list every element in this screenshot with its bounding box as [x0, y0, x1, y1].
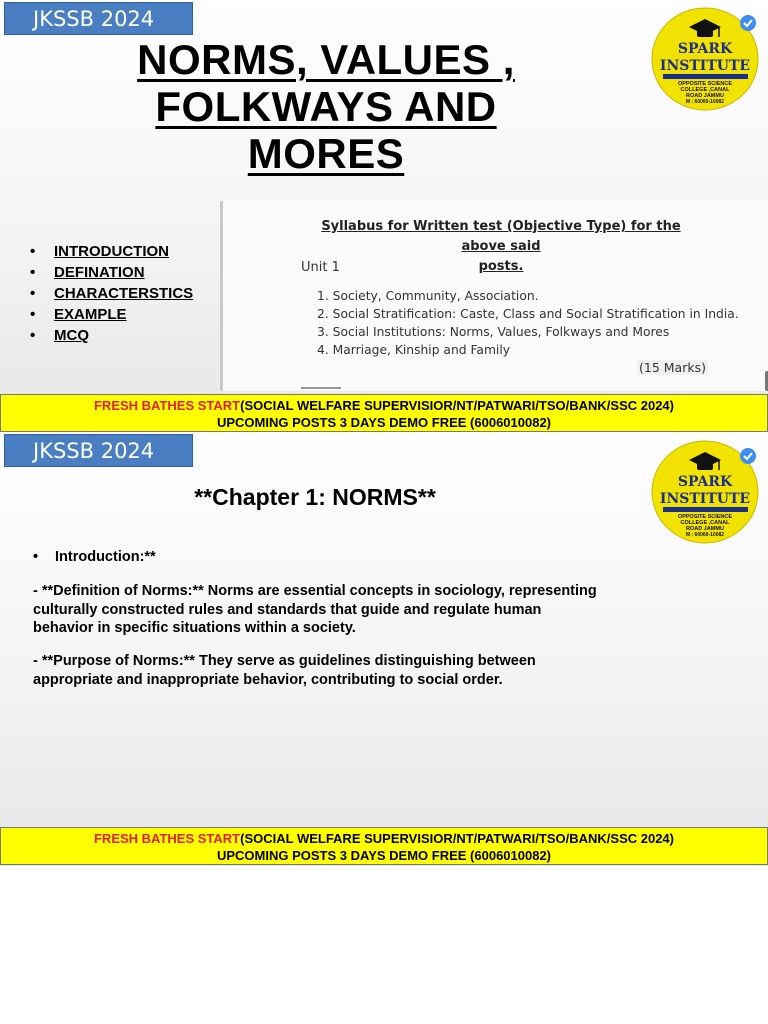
syllabus-list	[317, 287, 739, 359]
banner-line-2: UPCOMING POSTS 3 DAYS DEMO FREE (6006010082)	[216, 848, 552, 863]
logo-line-3: OPPOSITE SCIENCE	[677, 81, 733, 87]
logo-line-5: ROAD JAMMU	[686, 526, 724, 532]
logo-line-5: ROAD JAMMU	[686, 93, 724, 99]
intro-bullet: • Introduction:**	[33, 549, 156, 565]
syllabus-heading: Syllabus for Written test (Objective Type) for the above said posts.	[321, 219, 681, 274]
topic-item: • CHARACTERSTICS	[30, 283, 193, 304]
logo-line-3: OPPOSITE SCIENCE	[677, 514, 733, 520]
syllabus-item: 4. Marriage, Kinship and Family	[317, 343, 511, 357]
syllabus-marks: (15 Marks)	[639, 360, 706, 375]
chapter-title: **Chapter 1: NORMS**	[194, 484, 436, 510]
exam-tag: JKSSB 2024	[4, 434, 193, 467]
logo-line-1: SPARK	[677, 474, 733, 490]
title-line-2: FOLKWAYS AND	[155, 83, 497, 130]
logo-line-6: M : 60060-10082	[685, 532, 725, 538]
syllabus-screenshot	[220, 201, 768, 391]
logo-line-2: INSTITUTE	[659, 491, 751, 507]
banner-highlight: FRESH BATHES START	[93, 831, 241, 846]
spark-institute-logo	[651, 7, 760, 111]
slide-2	[0, 432, 768, 866]
topic-item: • EXAMPLE	[30, 304, 193, 325]
verified-check-icon	[740, 15, 756, 31]
slide-title	[108, 36, 544, 177]
syllabus-unit: Unit 1	[301, 260, 340, 275]
banner-posts: (SOCIAL WELFARE SUPERVISIOR/NT/PATWARI/TSO/BANK/SSC 2024)	[240, 398, 674, 413]
topic-item: • MCQ	[30, 325, 193, 346]
paragraph-definition: - **Definition of Norms:** Norms are essential concepts in sociology, representing culturally constructed rules and standards that guide and regulate human behavior in specific situations within a society.	[33, 583, 597, 636]
title-line-3: MORES	[247, 130, 405, 177]
title-line-1: NORMS, VALUES ,	[137, 36, 515, 83]
logo-line-4: COLLEGE ,CANAL	[680, 520, 730, 526]
logo-line-6: M : 60060-10082	[685, 99, 725, 105]
promo-banner	[0, 827, 768, 865]
spark-institute-logo	[651, 440, 760, 544]
cropped-text-edge	[301, 387, 341, 391]
promo-banner	[0, 394, 768, 432]
paragraph-purpose: - **Purpose of Norms:** They serve as guidelines distinguishing between appropriate and inappropriate behavior, contributing to social order.	[33, 653, 536, 688]
exam-tag: JKSSB 2024	[4, 2, 193, 35]
topic-item: • DEFINATION	[30, 262, 193, 283]
banner-highlight: FRESH BATHES START	[93, 398, 241, 413]
logo-line-4: COLLEGE ,CANAL	[680, 87, 730, 93]
syllabus-item: 1. Society, Community, Association.	[317, 289, 539, 303]
logo-line-2: INSTITUTE	[659, 58, 751, 74]
syllabus-item: 2. Social Stratification: Caste, Class and Social Stratification in India.	[317, 307, 739, 321]
verified-check-icon	[740, 448, 756, 464]
topic-list	[30, 241, 193, 346]
banner-line-2: UPCOMING POSTS 3 DAYS DEMO FREE (6006010082)	[216, 415, 552, 430]
syllabus-item: 3. Social Institutions: Norms, Values, Folkways and Mores	[317, 325, 670, 339]
banner-posts: (SOCIAL WELFARE SUPERVISIOR/NT/PATWARI/TSO/BANK/SSC 2024)	[240, 831, 674, 846]
topic-item: • INTRODUCTION	[30, 241, 193, 262]
slide-1	[0, 0, 768, 432]
logo-line-1: SPARK	[677, 41, 733, 57]
